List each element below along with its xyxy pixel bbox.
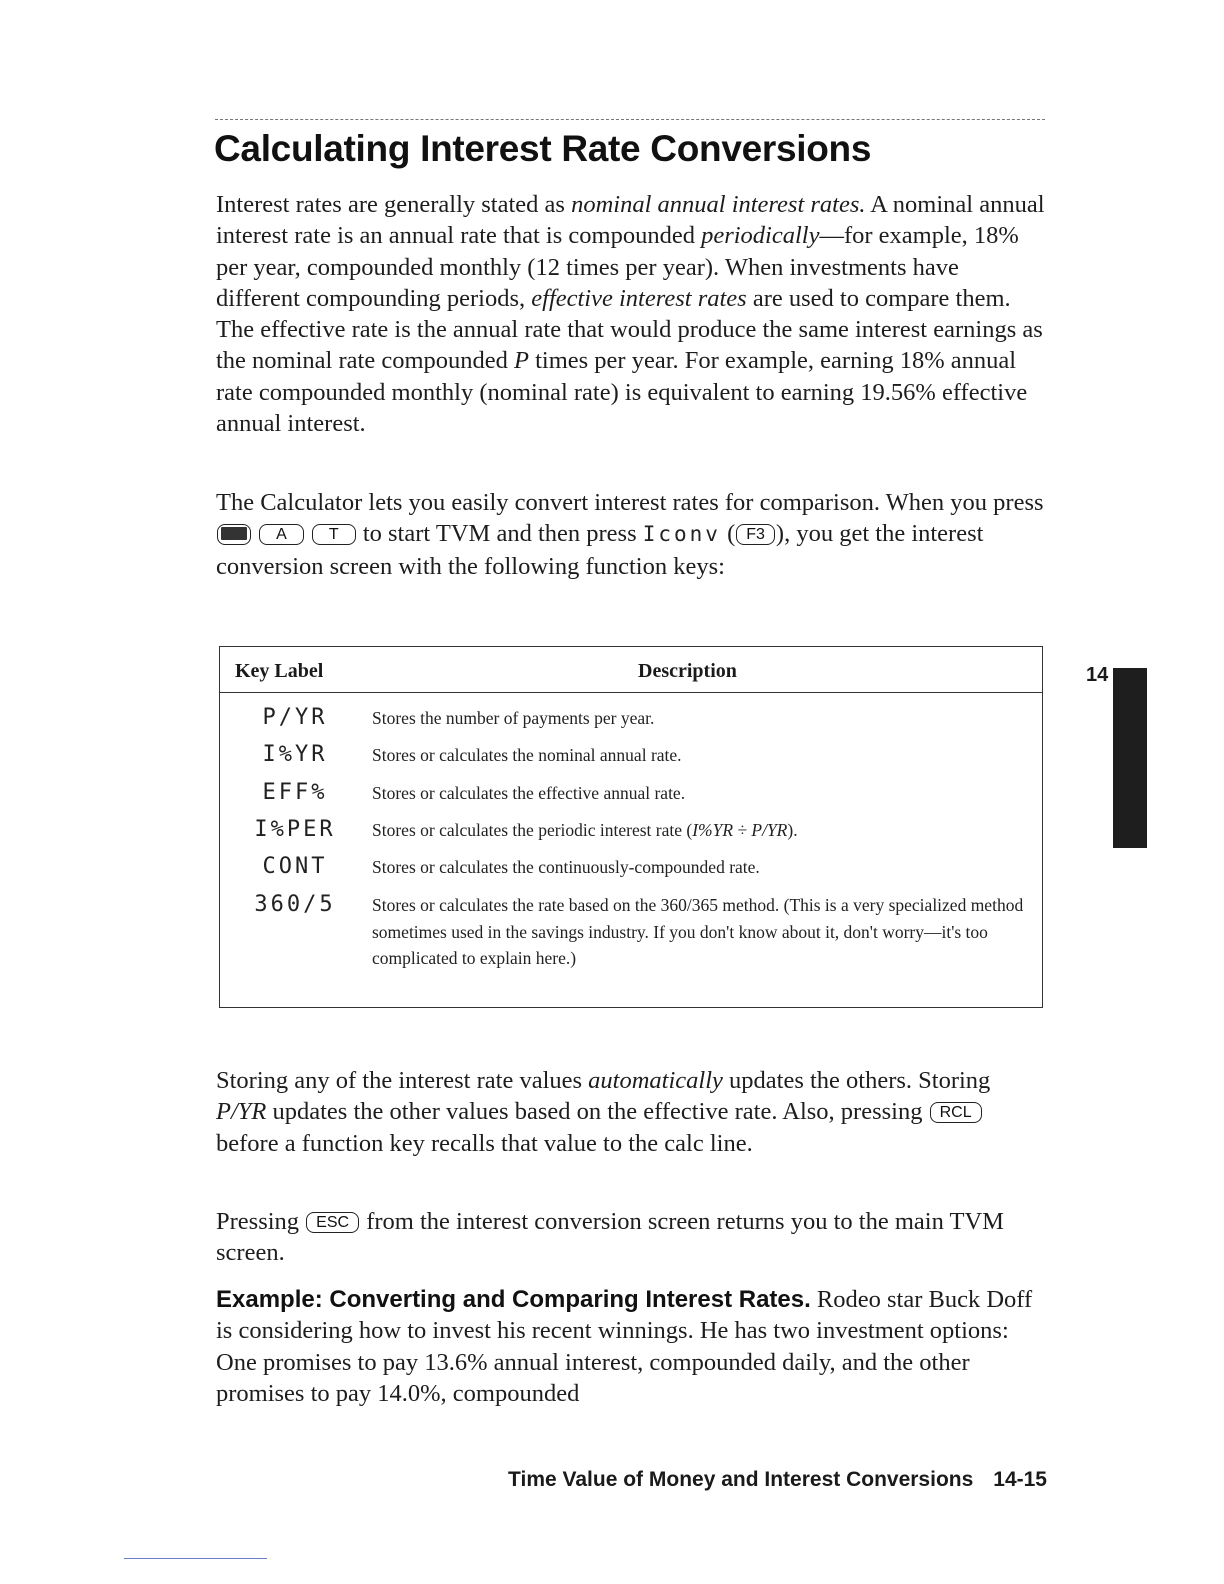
emphasis-text: automatically xyxy=(588,1067,723,1094)
text-run: Rodeo star Buck Doff is considering how to invest his recent winnings. He has two investment options: One promises to pay 13.6% annual interest, compounded daily, and the other promises to pay 14.0%, compounded xyxy=(216,1286,1033,1407)
key-label: I%YR xyxy=(262,742,328,767)
text-run: updates the other values based on the effective rate. Also, pressing xyxy=(266,1098,929,1126)
chapter-tab-marker xyxy=(1113,668,1147,848)
text-run: times per year. For example, earning 18% annual rate compounded monthly (nominal rate) is equivalent to earning 19.56% effective annual interest. xyxy=(216,347,1028,438)
example-paragraph xyxy=(216,1284,1046,1409)
text-run: ( xyxy=(720,520,736,548)
text-run: Storing any of the interest rate values xyxy=(216,1067,589,1094)
formula-text: I%YR ÷ P/YR xyxy=(692,820,788,840)
text-run: —for example, 18% per year, compounded monthly (12 times per year). When investments have different compounding periods, xyxy=(216,222,1019,312)
key-description: Stores or calculates the nominal annual rate. xyxy=(372,745,682,765)
text-run: ), you get the interest conversion screen with the following function keys: xyxy=(216,520,984,580)
key-description: Stores or calculates the rate based on the 360/365 method. (This is a very specialized method sometimes used in the savings industry. If you don't know about it, don't worry—it's too complicated to explain here.) xyxy=(372,895,1024,968)
key-label: P/YR xyxy=(262,705,328,730)
key-description: Stores or calculates the continuously-compounded rate. xyxy=(372,857,760,877)
page-footer xyxy=(443,1468,1047,1492)
text-run: Interest rates are generally stated as xyxy=(216,191,572,218)
storing-paragraph xyxy=(216,1065,1046,1159)
text-run: The Calculator lets you easily convert interest rates for comparison. When you press xyxy=(216,489,1044,516)
top-divider xyxy=(215,119,1045,120)
menu-icon xyxy=(221,527,247,540)
emphasis-text: P xyxy=(514,347,529,375)
key-description: Stores or calculates the effective annual rate. xyxy=(372,783,686,803)
a-key: A xyxy=(259,524,304,545)
text-run: to start TVM and then press xyxy=(356,520,643,548)
chapter-number: 14 xyxy=(1086,664,1109,686)
example-title: Example: Converting and Comparing Interest Rates. xyxy=(216,1286,811,1313)
key-label: I%PER xyxy=(254,817,336,842)
emphasis-text: P/YR xyxy=(216,1098,267,1126)
text-run: Stores or calculates the periodic interest rate ( xyxy=(372,820,693,840)
t-key: T xyxy=(312,524,356,545)
key-label: 360/5 xyxy=(254,892,336,917)
function-key-table xyxy=(219,646,1043,1008)
iconv-menu-label: Iconv xyxy=(642,522,721,547)
page-number: 14-15 xyxy=(993,1468,1047,1491)
f3-key: F3 xyxy=(736,524,775,545)
key-label: CONT xyxy=(262,854,328,879)
text-run: A nominal annual interest rate is an annual rate that is compounded xyxy=(216,191,1045,250)
emphasis-text: nominal annual interest rates. xyxy=(571,191,866,218)
text-run: before a function key recalls that value to the calc line. xyxy=(216,1129,753,1157)
footer-title: Time Value of Money and Interest Conversions xyxy=(508,1468,974,1491)
section-heading: Calculating Interest Rate Conversions xyxy=(214,128,872,169)
key-description: Stores the number of payments per year. xyxy=(372,708,655,728)
rcl-key: RCL xyxy=(930,1102,982,1123)
header-description: Description xyxy=(638,660,737,682)
key-description xyxy=(372,817,1032,844)
emphasis-text: periodically xyxy=(701,222,820,250)
bottom-divider xyxy=(124,1558,267,1559)
intro-paragraph xyxy=(216,189,1046,439)
esc-key: ESC xyxy=(306,1212,359,1233)
header-key-label: Key Label xyxy=(235,660,324,682)
text-run: ). xyxy=(787,820,798,840)
key-label: EFF% xyxy=(262,780,328,805)
emphasis-text: effective interest rates xyxy=(531,284,747,312)
text-run: are used to compare them. The effective rate is the annual rate that would produce the same interest earnings as the nominal rate compounded xyxy=(216,284,1043,375)
text-run: Pressing xyxy=(216,1208,306,1235)
table-header xyxy=(220,647,1042,693)
text-run: updates the others. Storing xyxy=(722,1067,991,1094)
menu-key xyxy=(217,524,251,545)
text-run: from the interest conversion screen returns you to the main TVM screen. xyxy=(216,1208,1004,1267)
escape-paragraph xyxy=(216,1206,1046,1269)
key-sequence-paragraph xyxy=(216,487,1046,582)
